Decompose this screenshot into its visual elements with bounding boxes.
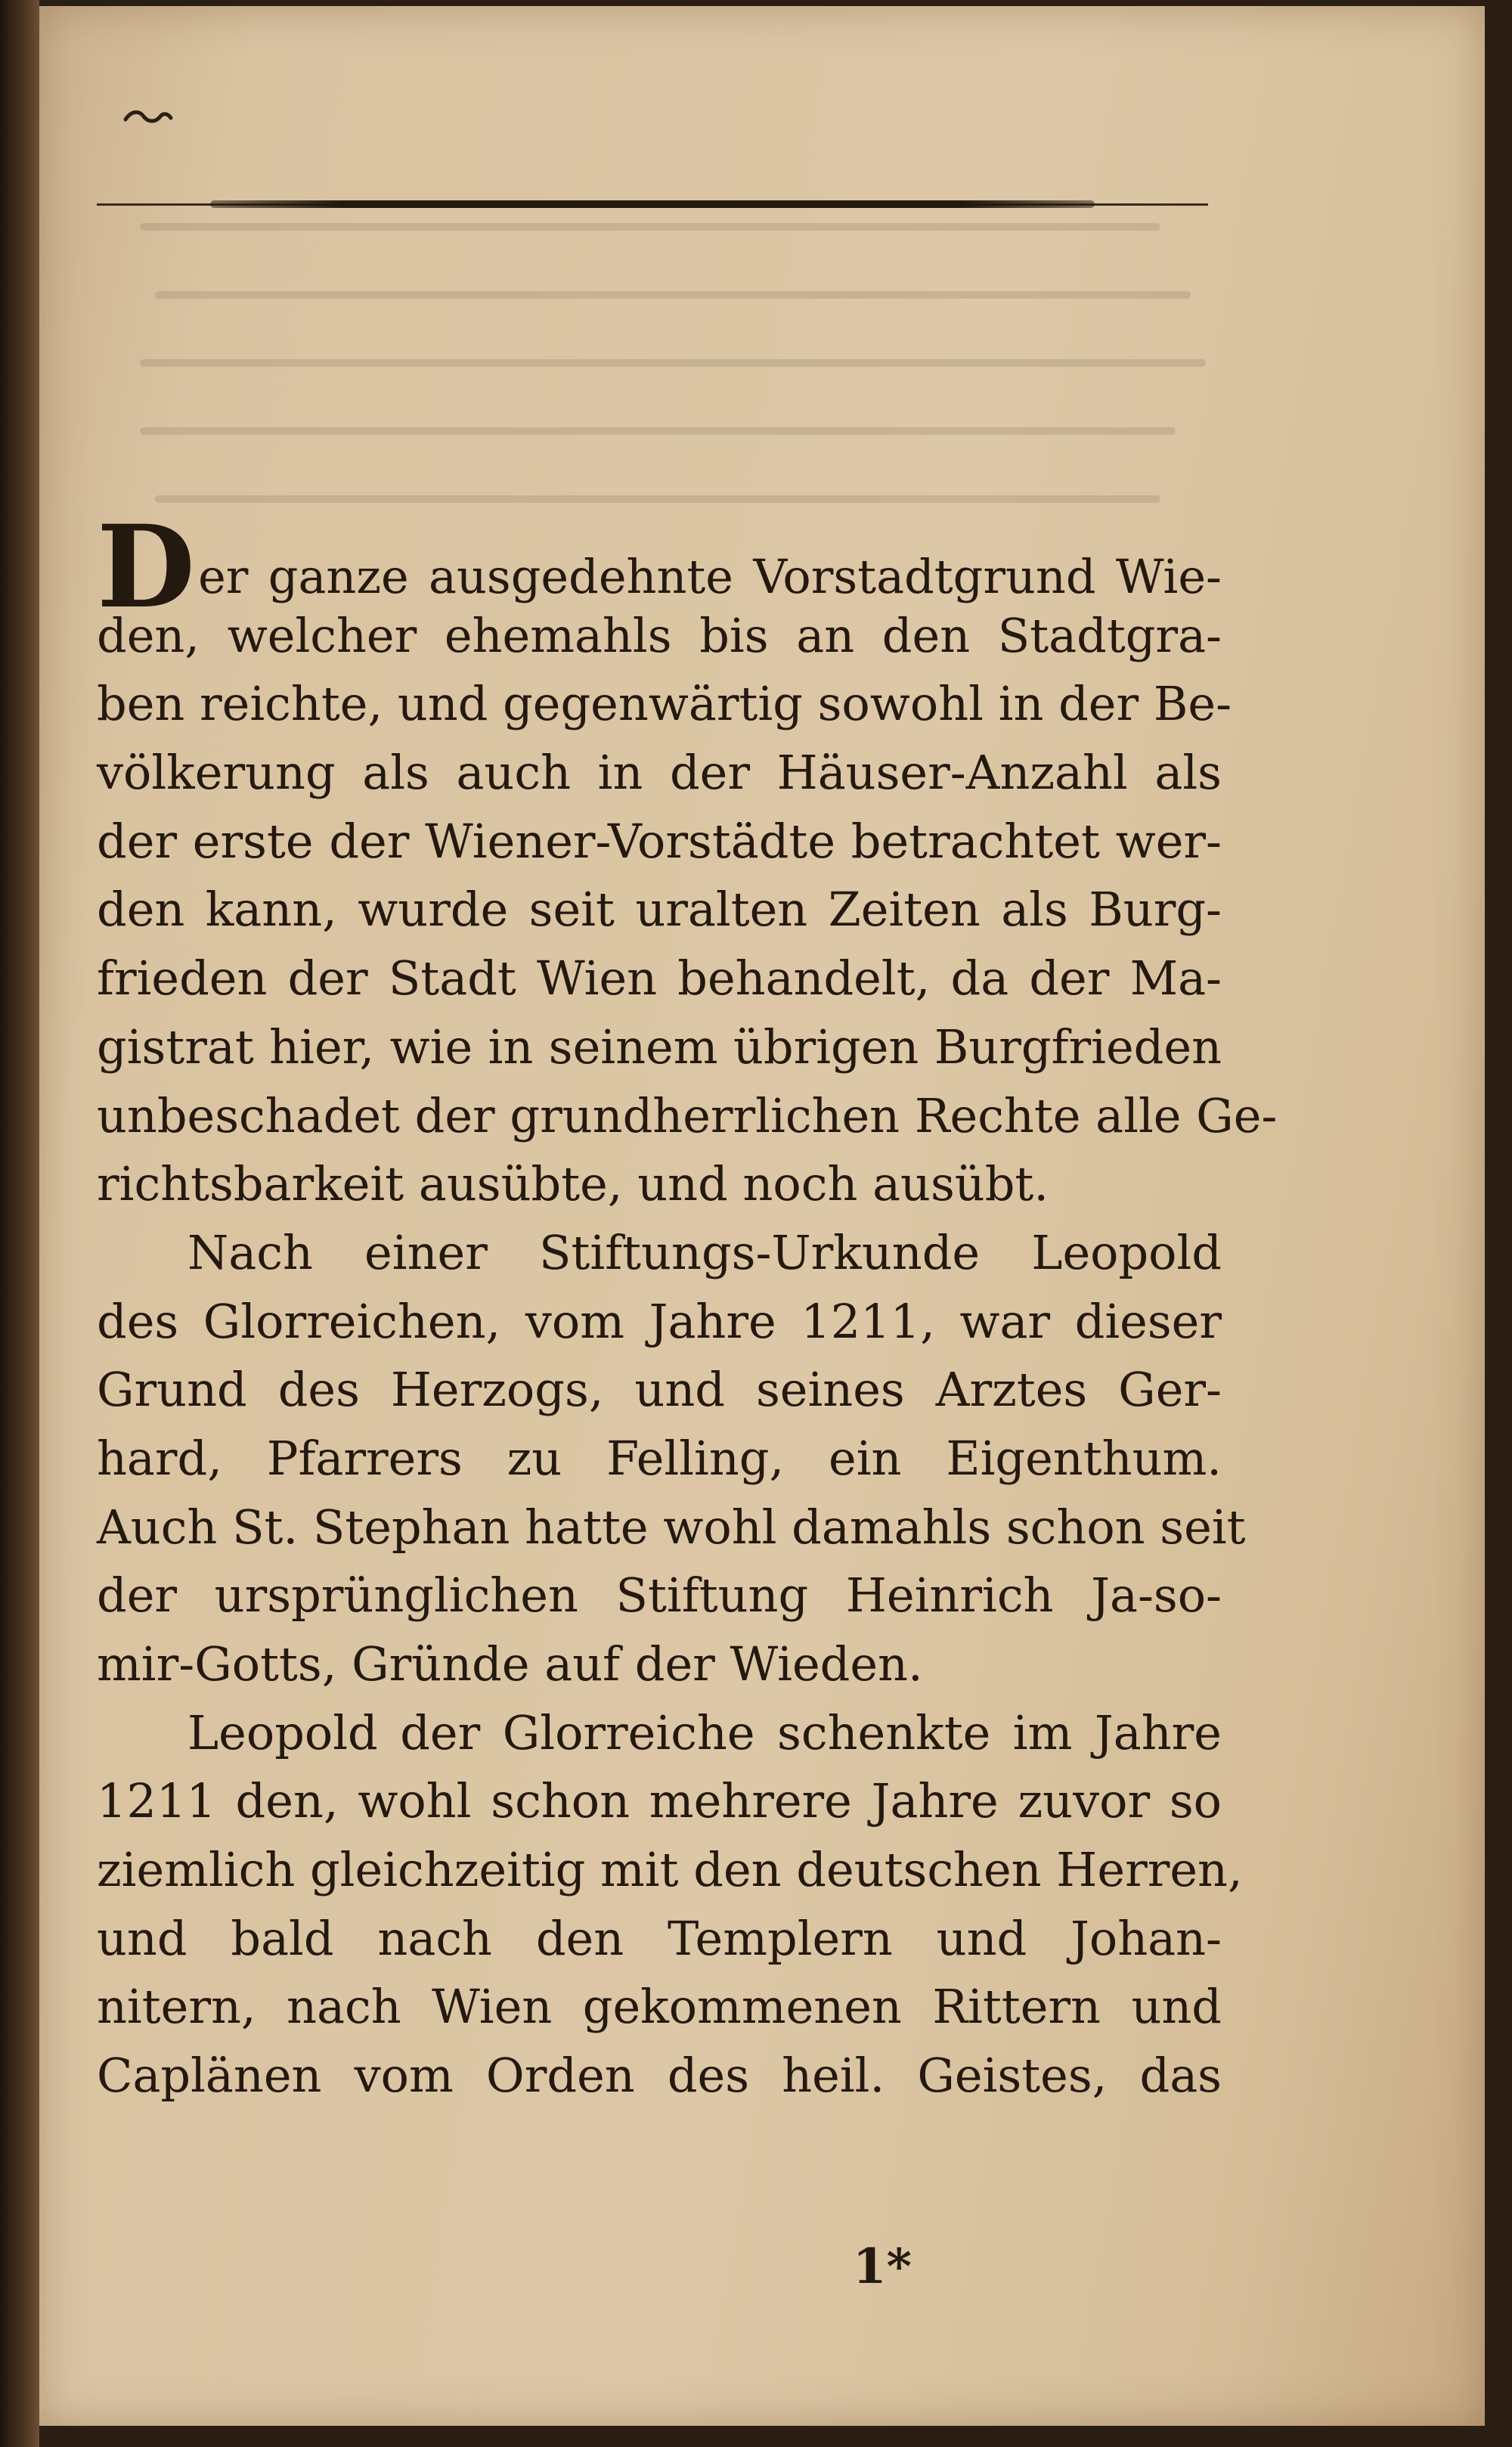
text-line: Leopold der Glorreiche schenkte im Jahre bbox=[187, 1704, 1222, 1760]
paragraph-1 bbox=[97, 501, 1278, 1219]
text-line: der erste der Wiener-Vorstädte betrachtet wer- bbox=[97, 813, 1222, 869]
text-line: des Glorreichen, vom Jahre 1211, war dieser bbox=[97, 1293, 1222, 1349]
ink-flourish-icon bbox=[122, 106, 175, 129]
text-line: gistrat hier, wie in seinem übrigen Burgfrieden bbox=[97, 1019, 1222, 1075]
text-line: der ursprünglichen Stiftung Heinrich Ja-so- bbox=[97, 1568, 1222, 1624]
text-line: unbeschadet der grundherrlichen Rechte alle Ge- bbox=[97, 1087, 1278, 1143]
text-line: den kann, wurde seit uralten Zeiten als Burg- bbox=[97, 882, 1222, 938]
text-line: 1211 den, wohl schon mehrere Jahre zuvor so bbox=[97, 1773, 1222, 1829]
text-line: Auch St. Stephan hatte wohl damahls schon seit bbox=[97, 1499, 1246, 1555]
text-line: richtsbarkeit ausübte, und noch ausübt. bbox=[97, 1156, 1049, 1212]
drop-cap: D bbox=[97, 501, 196, 634]
text-line: frieden der Stadt Wien behandelt, da der Ma- bbox=[97, 951, 1222, 1006]
paragraph-3 bbox=[97, 1699, 1243, 2110]
text-line: Nach einer Stiftungs-Urkunde Leopold bbox=[187, 1224, 1222, 1280]
text-line: hard, Pfarrers zu Felling, ein Eigenthum. bbox=[97, 1430, 1222, 1486]
text-line: nitern, nach Wien gekommenen Rittern und bbox=[97, 1979, 1222, 2035]
page-number: 1* bbox=[853, 2238, 912, 2295]
text-line: ben reichte, und gegenwärtig sowohl in der Be- bbox=[97, 676, 1232, 732]
text-line bbox=[97, 501, 1222, 634]
text-line: und bald nach den Templern und Johan- bbox=[97, 1910, 1222, 1966]
text-line: ziemlich gleichzeitig mit den deutschen Herren, bbox=[97, 1842, 1243, 1898]
text-line: mir-Gotts, Gründe auf der Wieden. bbox=[97, 1636, 923, 1692]
body-text bbox=[97, 501, 1278, 2110]
book-spine-edge bbox=[0, 0, 39, 2447]
bleed-through-texture bbox=[113, 197, 1247, 560]
text-line: völkerung als auch in der Häuser-Anzahl als bbox=[97, 745, 1222, 801]
paragraph-2 bbox=[97, 1219, 1246, 1699]
text-line-content: er ganze ausgedehnte Vorstadtgrund Wie- bbox=[198, 549, 1222, 604]
text-line: den, welcher ehemahls bis an den Stadtgra- bbox=[97, 607, 1222, 663]
text-line: Grund des Herzogs, und seines Arztes Ger- bbox=[97, 1362, 1222, 1418]
text-line: Caplänen vom Orden des heil. Geistes, das bbox=[97, 2048, 1222, 2104]
